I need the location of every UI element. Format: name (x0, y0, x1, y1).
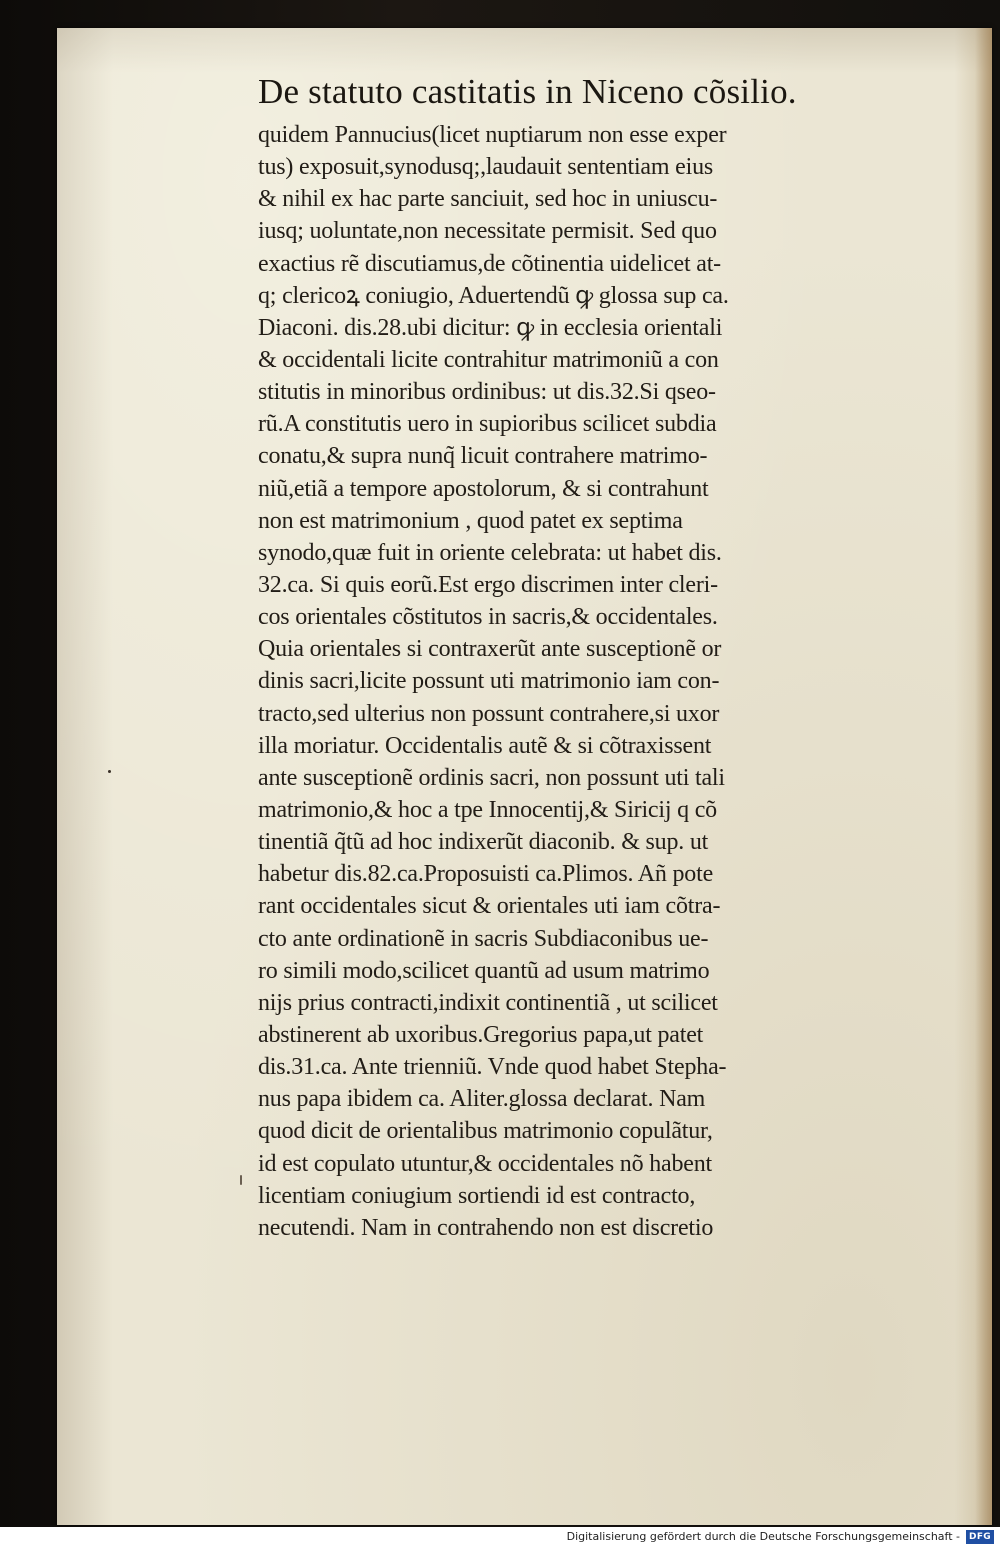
text-line: habetur dis.82.ca.Proposuisti ca.Plimos. Añ pote (258, 861, 714, 888)
text-line: illa moriatur. Occidentalis autẽ & si cõtraxissent (258, 732, 712, 759)
ink-speck (240, 1175, 242, 1185)
text-line: necutendi. Nam in contrahendo non est discretio (258, 1214, 714, 1241)
text-line: niũ,etiã a tempore apostolorum, & si contrahunt (258, 475, 709, 502)
text-line: quod dicit de orientalibus matrimonio copulãtur, (258, 1118, 713, 1145)
text-line: & nihil ex hac parte sanciuit, sed hoc in uniuscu- (258, 186, 718, 213)
text-line: ro simili modo,scilicet quantũ ad usum matrimo (258, 957, 710, 984)
text-line: abstinerent ab uxoribus.Gregorius papa,ut patet (258, 1021, 704, 1048)
text-line: non est matrimonium , quod patet ex septima (258, 507, 683, 534)
text-line: tinentiã q̃tũ ad hoc indixerũt diaconib. & sup. ut (258, 829, 709, 856)
text-line: tus) exposuit,synodusq;,laudauit sententiam eius (258, 154, 714, 181)
text-line: rũ.A constitutis uero in supioribus scilicet subdia (258, 411, 717, 438)
text-line: Diaconi. dis.28.ubi dicitur: ꝙ in ecclesia orientali (258, 314, 723, 341)
text-line: tracto,sed ulterius non possunt contrahere,si uxor (258, 700, 720, 727)
text-line: q; clericoꝝ coniugio, Aduertendũ ꝙ glossa sup ca. (258, 282, 729, 309)
text-line: conatu,& supra nunq̃ licuit contrahere matrimo- (258, 443, 708, 470)
body-text (258, 119, 908, 1244)
text-line: exactius rẽ discutiamus,de cõtinentia uidelicet at- (258, 250, 721, 277)
text-line: synodo,quæ fuit in oriente celebrata: ut habet dis. (258, 539, 722, 566)
text-line: cto ante ordinationẽ in sacris Subdiaconibus ue- (258, 925, 709, 952)
text-line: Quia orientales si contraxerũt ante susceptionẽ or (258, 636, 722, 663)
footer-credit: Digitalisierung gefördert durch die Deutsche Forschungsgemeinschaft - (566, 1530, 960, 1543)
text-line: licentiam coniugium sortiendi id est contracto, (258, 1182, 696, 1209)
text-line: cos orientales cõstitutos in sacris,& occidentales. (258, 604, 718, 631)
text-line: matrimonio,& hoc a tpe Innocentij,& Siricij q cõ (258, 796, 717, 823)
text-line: id est copulato utuntur,& occidentales nõ habent (258, 1150, 712, 1177)
text-line: nus papa ibidem ca. Aliter.glossa declarat. Nam (258, 1086, 706, 1113)
text-line: dinis sacri,licite possunt uti matrimonio iam con- (258, 668, 720, 695)
text-line: stitutis in minoribus ordinibus: ut dis.32.Si qseo- (258, 379, 716, 406)
text-line: & occidentali licite contrahitur matrimoniũ a con (258, 346, 719, 373)
text-line: 32.ca. Si quis eorũ.Est ergo discrimen inter cleri- (258, 571, 718, 598)
text-line: iusq; uoluntate,non necessitate permisit. Sed quo (258, 218, 717, 245)
text-line: ante susceptionẽ ordinis sacri, non possunt uti tali (258, 764, 725, 791)
text-line: rant occidentales sicut & orientales uti iam cõtra- (258, 893, 721, 920)
ink-speck (108, 770, 111, 773)
page-edge-shadow (975, 28, 992, 1525)
text-line: nijs prius contracti,indixit continentiã , ut scilicet (258, 989, 718, 1016)
text-line: dis.31.ca. Ante trienniũ. Vnde quod habet Stepha- (258, 1054, 727, 1081)
text-line: quidem Pannucius(licet nuptiarum non esse exper (258, 122, 727, 148)
dfg-logo-icon: DFG (966, 1530, 994, 1544)
page-heading: De statuto castitatis in Niceno cõsilio. (258, 72, 797, 111)
